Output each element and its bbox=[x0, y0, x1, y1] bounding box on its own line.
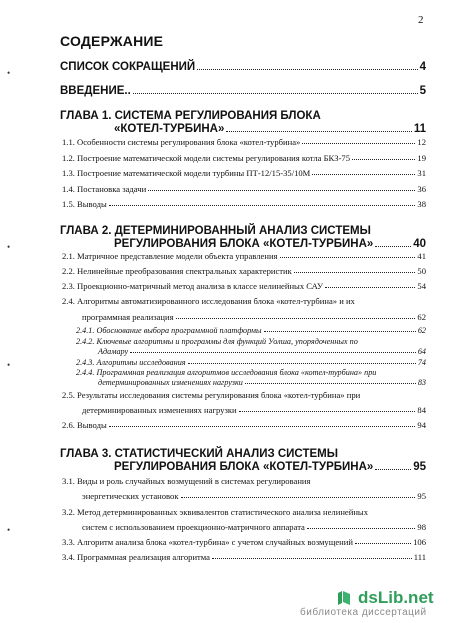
toc-entry-2-6[interactable]: 2.6. Выводы 94 bbox=[62, 420, 426, 430]
dot-leader bbox=[133, 93, 418, 94]
chapter-3-heading[interactable]: ГЛАВА 3. СТАТИСТИЧЕСКИЙ АНАЛИЗ СИСТЕМЫ bbox=[60, 448, 338, 460]
dot-leader bbox=[307, 528, 416, 529]
dot-leader bbox=[109, 426, 416, 427]
toc-entry-label: ВВЕДЕНИЕ.. bbox=[60, 85, 131, 97]
toc-entry-1-1[interactable]: 1.1. Особенности системы регулирования блока «котел-турбина» 12 bbox=[62, 137, 426, 147]
watermark-tagline: библиотека диссертаций bbox=[300, 607, 427, 618]
toc-entry-page: 95 bbox=[413, 461, 426, 473]
toc-title: СОДЕРЖАНИЕ bbox=[60, 33, 164, 49]
dot-leader bbox=[197, 69, 417, 70]
toc-entry-page: 40 bbox=[413, 238, 426, 250]
chapter-1-heading[interactable]: ГЛАВА 1. СИСТЕМА РЕГУЛИРОВАНИЯ БЛОКА bbox=[60, 110, 321, 122]
toc-entry-1-4[interactable]: 1.4. Постановка задачи 36 bbox=[62, 184, 426, 194]
toc-entry-1-2[interactable]: 1.2. Построение математической модели системы регулирования котла БКЗ-75 19 bbox=[62, 153, 426, 163]
dot-leader bbox=[294, 272, 416, 273]
toc-entry-2-2[interactable]: 2.2. Нелинейные преобразования спектральных характеристик 50 bbox=[62, 266, 426, 276]
chapter-1-heading-line2[interactable]: «КОТЕЛ-ТУРБИНА» 11 bbox=[114, 123, 426, 135]
toc-entry-2-4-4[interactable]: 2.4.4. Программная реализация алгоритмов исследования блока «котел-турбина» при bbox=[76, 368, 377, 377]
toc-entry-2-4-cont[interactable]: программная реализация 62 bbox=[82, 312, 426, 322]
watermark-brand[interactable]: dsLib.net bbox=[358, 588, 434, 607]
dslib-logo-icon bbox=[336, 590, 352, 606]
toc-entry-3-1[interactable]: 3.1. Виды и роль случайных возмущений в системах регулирования bbox=[62, 476, 311, 486]
dot-leader bbox=[302, 143, 415, 144]
toc-entry-2-5-cont[interactable]: детерминированных изменениях нагрузки 84 bbox=[82, 405, 426, 415]
dot-leader bbox=[212, 558, 412, 559]
toc-entry-2-4-2[interactable]: 2.4.2. Ключевые алгоритмы и программы для функций Уолша, упорядоченных по bbox=[76, 337, 358, 346]
toc-entry-page: 4 bbox=[419, 61, 426, 73]
toc-entry-2-5[interactable]: 2.5. Результаты исследования системы регулирования блока «котел-турбина» при bbox=[62, 390, 361, 400]
margin-mark: • bbox=[7, 360, 11, 370]
toc-entry-abbreviations[interactable] bbox=[60, 61, 426, 73]
margin-mark: • bbox=[7, 242, 11, 252]
toc-entry-2-4-3[interactable]: 2.4.3. Алгоритмы исследования 74 bbox=[76, 358, 426, 367]
dot-leader bbox=[109, 205, 416, 206]
toc-entry-3-3[interactable]: 3.3. Алгоритм анализа блока «котел-турбина» с учетом случайных возмущений 106 bbox=[62, 537, 426, 547]
toc-entry-page: 5 bbox=[419, 85, 426, 97]
dot-leader bbox=[264, 331, 416, 332]
dot-leader bbox=[325, 287, 415, 288]
toc-entry-2-4[interactable]: 2.4. Алгоритмы автоматизированного исследования блока «котел-турбина» и их bbox=[62, 296, 355, 306]
dot-leader bbox=[239, 411, 416, 412]
chapter-2-heading-line2[interactable]: РЕГУЛИРОВАНИЯ БЛОКА «КОТЕЛ-ТУРБИНА» 40 bbox=[114, 238, 426, 250]
toc-entry-3-4[interactable]: 3.4. Программная реализация алгоритма 111 bbox=[62, 552, 426, 562]
dot-leader bbox=[375, 469, 411, 470]
margin-mark: • bbox=[7, 68, 11, 78]
margin-mark: • bbox=[7, 525, 11, 535]
dot-leader bbox=[148, 190, 415, 191]
toc-entry-2-3[interactable]: 2.3. Проекционно-матричный метод анализа в классе нелинейных САУ 54 bbox=[62, 281, 426, 291]
toc-entry-1-5[interactable]: 1.5. Выводы 38 bbox=[62, 199, 426, 209]
dot-leader bbox=[188, 363, 416, 364]
toc-entry-label: СПИСОК СОКРАЩЕНИЙ bbox=[60, 61, 196, 73]
chapter-2-heading[interactable]: ГЛАВА 2. ДЕТЕРМИНИРОВАННЫЙ АНАЛИЗ СИСТЕМЫ bbox=[60, 225, 371, 237]
dot-leader bbox=[280, 257, 416, 258]
toc-entry-2-4-4-cont[interactable]: детерминированных изменениях нагрузки 83 bbox=[98, 378, 426, 387]
chapter-3-heading-line2[interactable]: РЕГУЛИРОВАНИЯ БЛОКА «КОТЕЛ-ТУРБИНА» 95 bbox=[114, 461, 426, 473]
dot-leader bbox=[355, 543, 411, 544]
dot-leader bbox=[226, 131, 411, 132]
toc-entry-2-4-2-cont[interactable]: Адамару 64 bbox=[98, 347, 426, 356]
dot-leader bbox=[130, 352, 416, 353]
toc-entry-2-4-1[interactable]: 2.4.1. Обоснование выбора программной платформы 62 bbox=[76, 326, 426, 335]
dot-leader bbox=[176, 318, 416, 319]
page-number: 2 bbox=[418, 14, 424, 26]
toc-entry-2-1[interactable]: 2.1. Матричное представление модели объекта управления 41 bbox=[62, 251, 426, 261]
dot-leader bbox=[245, 383, 416, 384]
toc-entry-3-2[interactable]: 3.2. Метод детерминированных эквивалентов статистического анализа нелинейных bbox=[62, 507, 369, 517]
toc-entry-intro[interactable] bbox=[60, 85, 426, 97]
toc-entry-3-1-cont[interactable]: энергетических установок 95 bbox=[82, 491, 426, 501]
dot-leader bbox=[312, 174, 415, 175]
toc-entry-page: 11 bbox=[413, 123, 426, 135]
dot-leader bbox=[181, 497, 416, 498]
dot-leader bbox=[352, 159, 415, 160]
toc-entry-1-3[interactable]: 1.3. Построение математической модели турбины ПТ-12/15-35/10М 31 bbox=[62, 168, 426, 178]
dot-leader bbox=[375, 246, 411, 247]
toc-entry-3-2-cont[interactable]: систем с использованием проекционно-матричного аппарата 98 bbox=[82, 522, 426, 532]
